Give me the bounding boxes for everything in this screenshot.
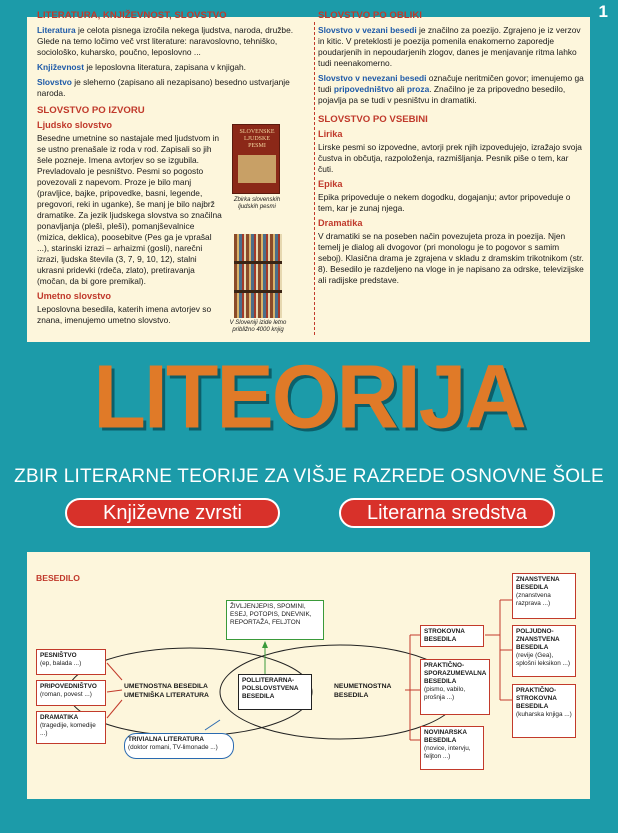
box-pstrok-l1: PRAKTIČNO- xyxy=(516,687,557,694)
box-pesnistvo xyxy=(36,649,106,675)
heading-epika: Epika xyxy=(318,179,343,189)
box-dramatika-title: DRAMATIKA xyxy=(40,714,79,721)
heading-literatura: LITERATURA, KNJIŽEVNOST, SLOVSTVO xyxy=(37,10,227,21)
box-prakticno-l3: BESEDILA xyxy=(424,678,457,685)
box-znanstvena xyxy=(512,573,576,619)
caption-shelf: V Sloveniji izide letno približno 4000 knjig xyxy=(229,320,287,333)
heading-dramatika: Dramatika xyxy=(318,218,363,228)
subtitle: ZBIR LITERARNE TEORIJE ZA VIŠJE RAZREDE OSNOVNE ŠOLE xyxy=(14,466,604,487)
heading-vsebina: SLOVSTVO PO VSEBINI xyxy=(318,114,428,125)
heading-lirika: Lirika xyxy=(318,129,343,139)
book-title: SLOVENSKE LJUDSKE PESMI xyxy=(239,129,275,149)
heading-umetno: Umetno slovstvo xyxy=(37,291,112,301)
caption-book: Zbirka slovenskih ljudskih pesmi xyxy=(233,197,281,210)
para-nevezana-text1: označuje neritmičen govor; imenujemo ga tudi xyxy=(318,73,584,94)
box-zivljenjepis: ŽIVLJENJEPIS, SPOMINI, ESEJ, POTOPIS, DNEVNIK, REPORTAŽA, FELJTON xyxy=(226,600,324,640)
diagram-label: BESEDILO xyxy=(36,573,80,583)
box-poljudno-l3: BESEDILA xyxy=(516,644,549,651)
label-umetnostna: UMETNOSTNA BESEDILA xyxy=(124,683,208,690)
knjizevne-zvrsti-button[interactable]: Književne zvrsti xyxy=(65,498,280,528)
term-nevezana: Slovstvo v nevezani besedi xyxy=(318,73,427,83)
box-prakticno-sporazumevalna xyxy=(420,659,490,715)
heading-ljudsko: Ljudsko slovstvo xyxy=(37,120,113,130)
para-nevezana-text2: ali xyxy=(393,84,407,94)
label-neumetnostna-2: BESEDILA xyxy=(334,692,369,699)
term-pripovednistvo: pripovedništvo xyxy=(333,84,394,94)
box-pripovednistvo xyxy=(36,680,106,706)
box-poljudno-l1: POLJUDNO- xyxy=(516,628,554,635)
box-strokovna-l2: BESEDILA xyxy=(424,636,457,643)
box-prakticno-l2: SPORAZUMEVALNA xyxy=(424,670,487,677)
label-neumetnostna: NEUMETNOSTNA xyxy=(334,683,392,690)
para-lirika: Lirske pesmi so izpovedne, avtorji prek njih izpovedujejo, izražajo svoja čustva in občutja, razpoloženja, razmišljanja. Pesnik piše o tem, kar čuti. xyxy=(318,142,582,174)
box-trivialna xyxy=(124,733,234,759)
box-novinarska xyxy=(420,726,484,770)
box-poljudno-sub: (revije (Gea), splošni leksikon ...) xyxy=(516,652,570,667)
box-trivialna-sub: (doktor romani, TV-limonade ...) xyxy=(128,744,218,751)
term-slovstvo: Slovstvo xyxy=(37,77,72,87)
box-novinarska-sub: (novice, intervju, feljton ...) xyxy=(424,745,471,760)
box-prakticno-strokovna xyxy=(512,684,576,738)
para-nevezana-text3: . Značilno je za pripovedno besedilo, pojavlja pa se tudi v pesništvu in dramatiki. xyxy=(318,84,566,105)
box-strokovna-l1: STROKOVNA xyxy=(424,628,465,635)
label-umetniska: UMETNIŠKA LITERATURA xyxy=(124,692,209,699)
box-dramatika-sub: (tragedije, komedije ...) xyxy=(40,722,96,737)
box-dramatika xyxy=(36,711,106,744)
box-pstrok-l3: BESEDILA xyxy=(516,703,549,710)
box-pstrok-l2: STROKOVNA xyxy=(516,695,557,702)
box-pesnistvo-title: PESNIŠTVO xyxy=(40,652,77,659)
literarna-sredstva-button[interactable]: Literarna sredstva xyxy=(339,498,555,528)
page-number: 1 xyxy=(598,2,608,21)
para-umetno: Leposlovna besedila, katerih imena avtorjev so znana, imenujemo umetno slovstvo. xyxy=(37,304,212,325)
box-polliterarna-l3: BESEDILA xyxy=(242,693,275,700)
box-polliterarna-l2: POLSLOVSTVENA xyxy=(242,685,299,692)
box-novinarska-l2: BESEDILA xyxy=(424,737,457,744)
para-ljudsko: Besedne umetnine so nastajale med ljudstvom in se ustno prenašale iz roda v rod. Zapisali so jih šele pozneje. Imena avtorjev so se izgubila. Prevladovalo je pesništvo. Pesmi so pogosto povezovali z napevom. Proze je bilo manj (pravljice, bajke, pripovedke, basni, legende, pregovori, reki in uganke), še manj je bilo najbrž dramatike. Za jezik ljudskega slovstva so značilna ponavljanja (plešì, plešì), pomanjševalnice (mizica, deklica), poosebitve (Pes ga je vprašal ...), starinski izrazi – arhaizmi (gosli), narečni izrazi, ljudska števila (3, 7, 9, 10, 12), stalni ukrasni pridevki (rdeča, zlato), pretiravanja (močan, da bi gore premikal). xyxy=(37,133,222,286)
term-proza: proza xyxy=(406,84,430,94)
box-strokovna xyxy=(420,625,484,647)
para-literatura-text: je celota pisnega izročila nekega ljudstva, naroda, družbe. Glede na temo ločimo več vrst literature: naravoslovno, tehniško, sociološko, kuharsko, poučno, leposlovno ... xyxy=(37,25,294,57)
box-novinarska-l1: NOVINARSKA xyxy=(424,729,467,736)
box-prakticno-l1: PRAKTIČNO- xyxy=(424,662,465,669)
heading-izvor: SLOVSTVO PO IZVORU xyxy=(37,105,145,116)
para-slovstvo-text: je sleherno (zapisano ali nezapisano) besedno ustvarjanje naroda. xyxy=(37,77,290,98)
box-poljudno xyxy=(512,625,576,677)
box-polliterarna xyxy=(238,674,312,710)
book-title-liteorija: LITEORIJA xyxy=(93,346,525,448)
box-pesnistvo-sub: (ep, balada ...) xyxy=(40,660,82,667)
box-pripovednistvo-sub: (roman, povest ...) xyxy=(40,691,92,698)
box-polliterarna-l1: POLLITERARNA- xyxy=(242,677,295,684)
term-vezana: Slovstvo v vezani besedi xyxy=(318,25,417,35)
box-znanstvena-l1: ZNANSTVENA xyxy=(516,576,560,583)
box-znanstvena-l2: BESEDILA xyxy=(516,584,549,591)
heading-oblika: SLOVSTVO PO OBLIKI xyxy=(318,10,422,21)
box-pripovednistvo-title: PRIPOVEDNIŠTVO xyxy=(40,683,97,690)
para-vezana-text: je značilno za poezijo. Zgrajeno je iz verzov in kitic. V preteklosti je poezija pomenila enakomerno zaporedje poudarjenih in nepoudarjenih zlogov, danes je menjavanje ritma lahko tudi neenakomerno. xyxy=(318,25,581,68)
box-trivialna-title: TRIVIALNA LITERATURA xyxy=(128,736,204,743)
para-epika: Epika pripoveduje o nekem dogodku, dogajanju; avtor pripoveduje o tem, kar je zunaj njega. xyxy=(318,192,571,213)
para-knjizevnost-text: je leposlovna literatura, zapisana v knjigah. xyxy=(84,62,247,72)
term-knjizevnost: Književnost xyxy=(37,62,84,72)
box-poljudno-l2: ZNANSTVENA xyxy=(516,636,560,643)
box-znanstvena-sub: (znanstvena razprava ...) xyxy=(516,592,551,607)
box-prakticno-sub: (pismo, vabilo, prošnja ...) xyxy=(424,686,466,701)
box-pstrok-sub: (kuharska knjiga ...) xyxy=(516,711,572,718)
para-dramatika: V dramatiki se na poseben način povezujeta proza in poezija. Njen temelj je dialog ali dvogovor (pri monologu je to pogovor s samim seboj). Klasična drama je zgrajena v skladu z dramskim trikotnikom (str. 8). Besedilo je razdeljeno na vloge in je napisano za odrske, televizijske ali radijske predstave. xyxy=(318,231,584,285)
term-literatura: Literatura xyxy=(37,25,76,35)
